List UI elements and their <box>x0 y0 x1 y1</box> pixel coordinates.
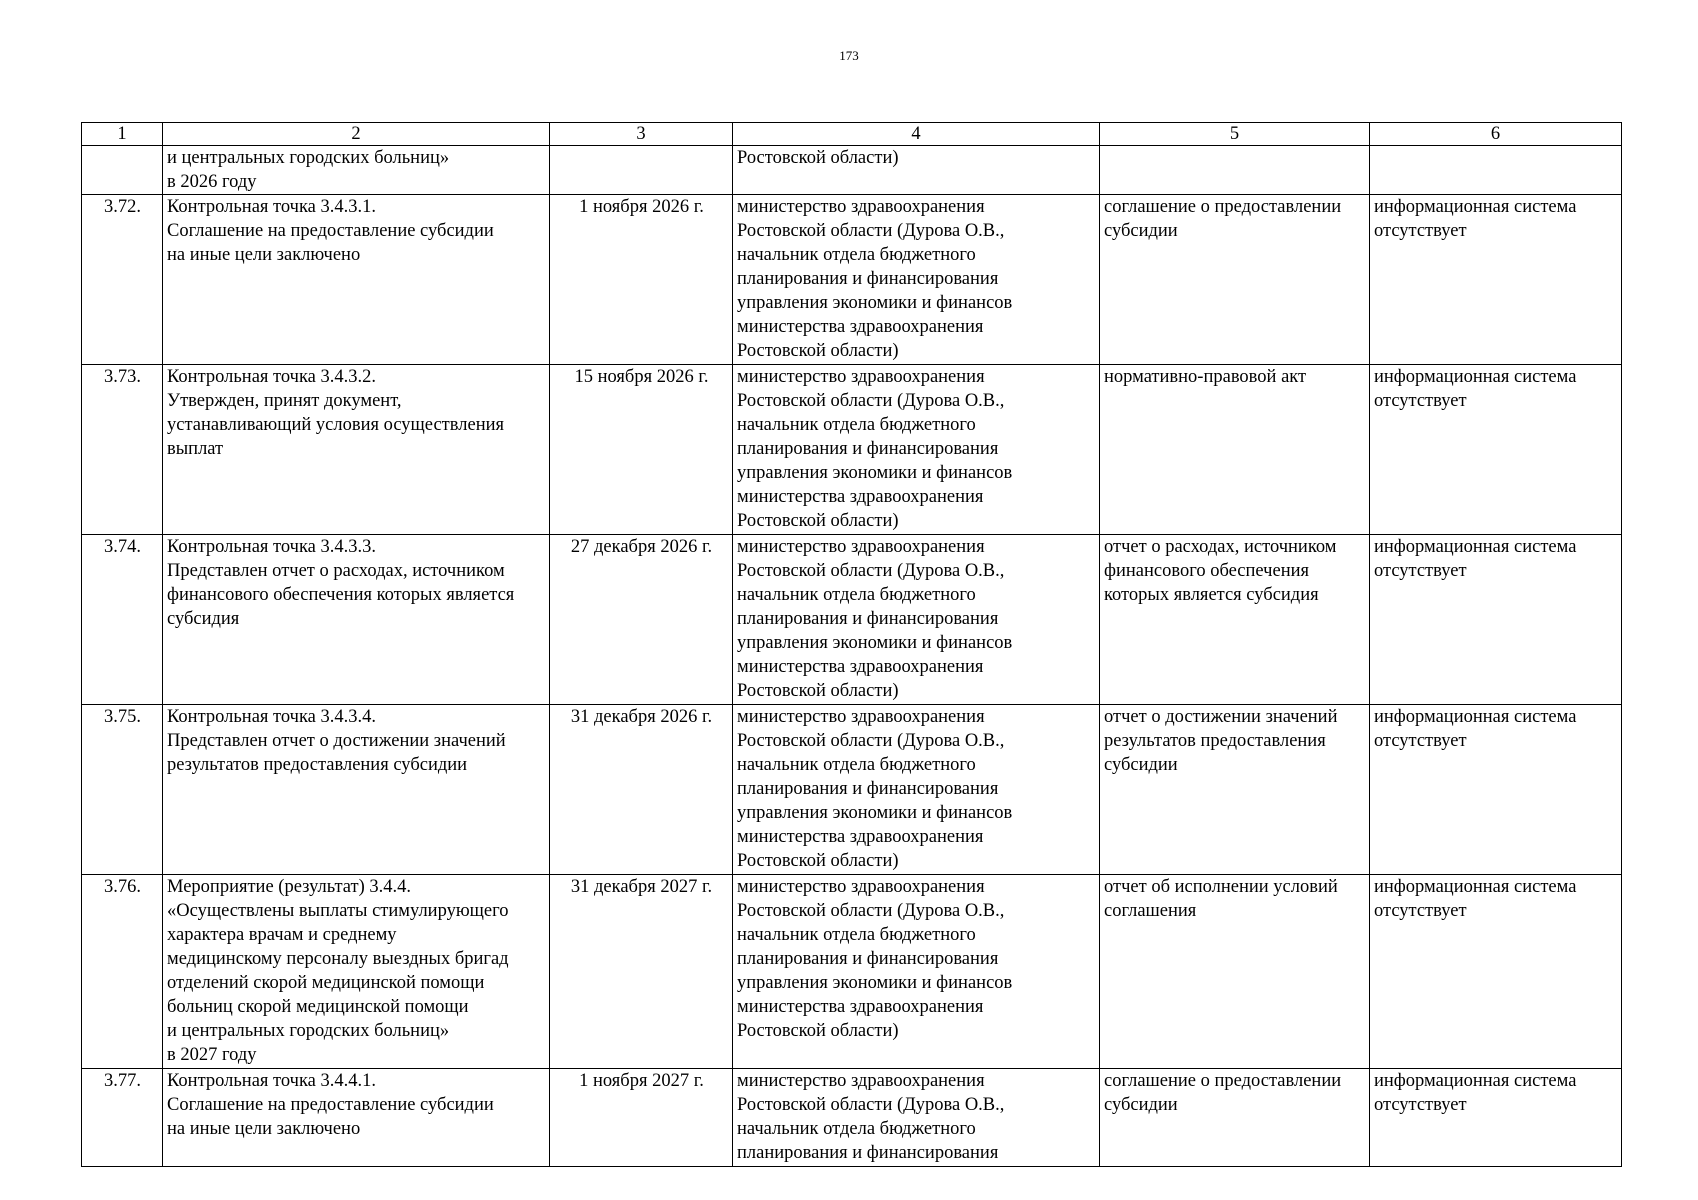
table-row <box>82 535 1622 705</box>
row-system: информационная система отсутствует <box>1370 365 1622 535</box>
row-system: информационная система отсутствует <box>1370 705 1622 875</box>
column-number-row <box>82 123 1622 146</box>
column-header: 1 <box>82 123 163 146</box>
row-responsible: министерство здравоохранения Ростовской области (Дурова О.В., начальник отдела бюджетного планирования и финансирования управления экономики и финансов министерства здравоохранения Ростовской области) <box>733 195 1100 365</box>
row-date: 15 ноября 2026 г. <box>550 365 733 535</box>
row-date: 31 декабря 2027 г. <box>550 875 733 1069</box>
row-number: 3.77. <box>82 1069 163 1167</box>
row-number: 3.73. <box>82 365 163 535</box>
plan-table <box>81 122 1622 1167</box>
table-row <box>82 1069 1622 1167</box>
row-date: 1 ноября 2026 г. <box>550 195 733 365</box>
row-system: информационная система отсутствует <box>1370 1069 1622 1167</box>
table-row <box>82 705 1622 875</box>
row-name: Контрольная точка 3.4.3.2. Утвержден, принят документ, устанавливающий условия осуществления выплат <box>163 365 550 535</box>
row-responsible: министерство здравоохранения Ростовской области (Дурова О.В., начальник отдела бюджетного планирования и финансирования <box>733 1069 1100 1167</box>
column-header: 3 <box>550 123 733 146</box>
row-system: информационная система отсутствует <box>1370 195 1622 365</box>
row-responsible: Ростовской области) <box>733 146 1100 195</box>
column-header: 2 <box>163 123 550 146</box>
row-number: 3.75. <box>82 705 163 875</box>
row-system: информационная система отсутствует <box>1370 535 1622 705</box>
row-date: 31 декабря 2026 г. <box>550 705 733 875</box>
row-name: Мероприятие (результат) 3.4.4. «Осуществлены выплаты стимулирующего характера врачам и среднему медицинскому персоналу выездных бригад отделений скорой медицинской помощи больниц скорой медицинской помощи и центральных городских больниц» в 2027 году <box>163 875 550 1069</box>
row-responsible: министерство здравоохранения Ростовской области (Дурова О.В., начальник отдела бюджетного планирования и финансирования управления экономики и финансов министерства здравоохранения Ростовской области) <box>733 365 1100 535</box>
row-document: соглашение о предоставлении субсидии <box>1100 195 1370 365</box>
row-date <box>550 146 733 195</box>
row-document <box>1100 146 1370 195</box>
page-number: 173 <box>839 48 859 63</box>
row-name: Контрольная точка 3.4.3.4. Представлен отчет о достижении значений результатов предоставления субсидии <box>163 705 550 875</box>
row-number: 3.72. <box>82 195 163 365</box>
row-name: Контрольная точка 3.4.3.1. Соглашение на предоставление субсидии на иные цели заключено <box>163 195 550 365</box>
row-document: отчет о расходах, источником финансового обеспечения которых является субсидия <box>1100 535 1370 705</box>
row-document: нормативно-правовой акт <box>1100 365 1370 535</box>
row-date: 1 ноября 2027 г. <box>550 1069 733 1167</box>
table-row <box>82 875 1622 1069</box>
row-responsible: министерство здравоохранения Ростовской области (Дурова О.В., начальник отдела бюджетного планирования и финансирования управления экономики и финансов министерства здравоохранения Ростовской области) <box>733 875 1100 1069</box>
row-system: информационная система отсутствует <box>1370 875 1622 1069</box>
table-row <box>82 365 1622 535</box>
column-header: 5 <box>1100 123 1370 146</box>
row-number: 3.74. <box>82 535 163 705</box>
row-name: и центральных городских больниц» в 2026 году <box>163 146 550 195</box>
row-system <box>1370 146 1622 195</box>
row-name: Контрольная точка 3.4.3.3. Представлен отчет о расходах, источником финансового обеспечения которых является субсидия <box>163 535 550 705</box>
column-header: 6 <box>1370 123 1622 146</box>
row-document: соглашение о предоставлении субсидии <box>1100 1069 1370 1167</box>
row-name: Контрольная точка 3.4.4.1. Соглашение на предоставление субсидии на иные цели заключено <box>163 1069 550 1167</box>
row-document: отчет об исполнении условий соглашения <box>1100 875 1370 1069</box>
column-header: 4 <box>733 123 1100 146</box>
row-number <box>82 146 163 195</box>
table-row <box>82 146 1622 195</box>
row-document: отчет о достижении значений результатов предоставления субсидии <box>1100 705 1370 875</box>
row-responsible: министерство здравоохранения Ростовской области (Дурова О.В., начальник отдела бюджетного планирования и финансирования управления экономики и финансов министерства здравоохранения Ростовской области) <box>733 705 1100 875</box>
row-responsible: министерство здравоохранения Ростовской области (Дурова О.В., начальник отдела бюджетного планирования и финансирования управления экономики и финансов министерства здравоохранения Ростовской области) <box>733 535 1100 705</box>
table-row <box>82 195 1622 365</box>
row-number: 3.76. <box>82 875 163 1069</box>
row-date: 27 декабря 2026 г. <box>550 535 733 705</box>
